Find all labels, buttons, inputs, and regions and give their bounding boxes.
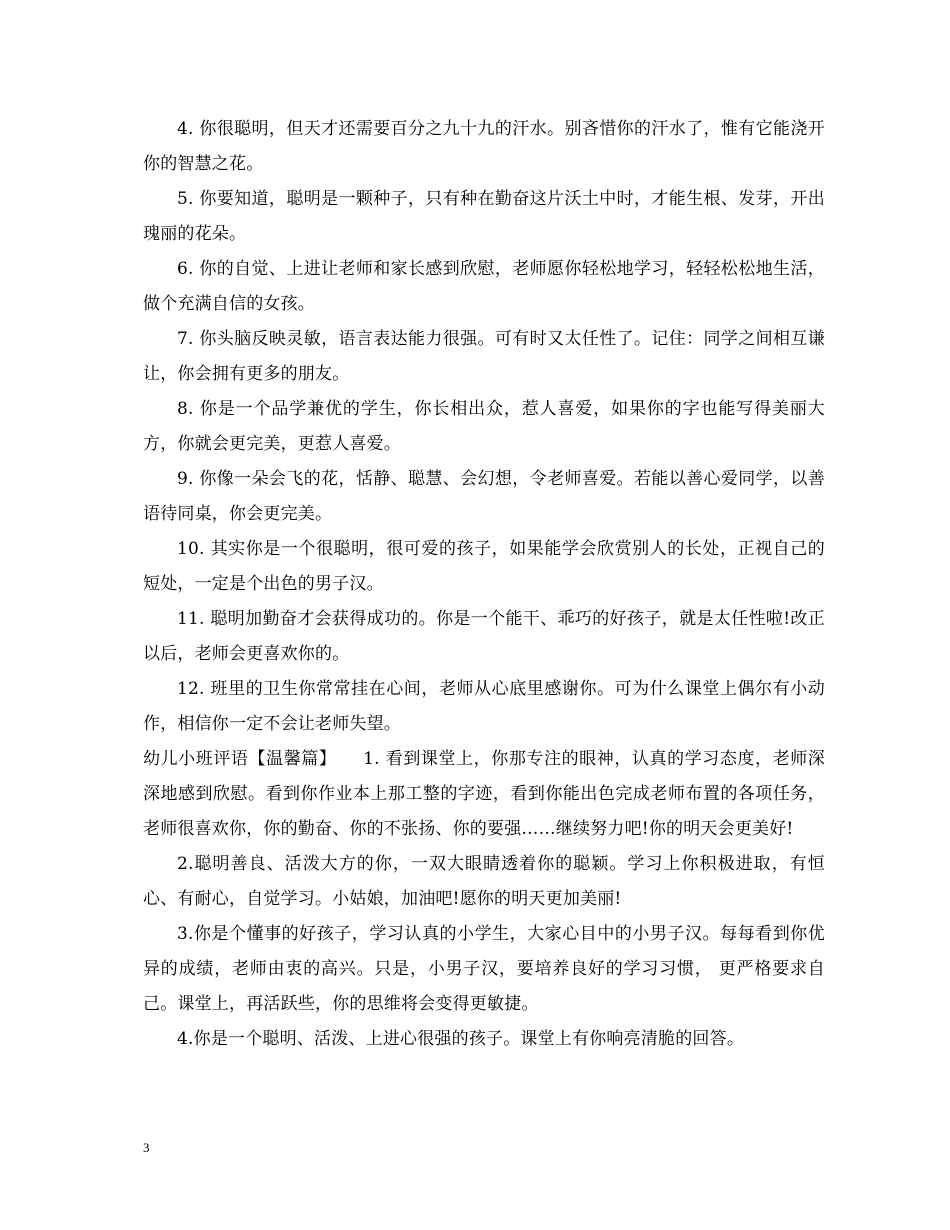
paragraph-warm-3: 3.你是个懂事的好孩子，学习认真的小学生，大家心目中的小男子汉。每每看到你优异的成绩，老师由衷的高兴。只是，小男子汉，要培养良好的学习习惯， 更严格要求自己。课堂上，再活跃些，你的思维将会变得更敏捷。 <box>143 924 825 1014</box>
paragraph-comment-10: 10. 其实你是一个很聪明，很可爱的孩子，如果能学会欣赏别人的长处，正视自己的短处，一定是个出色的男子汉。 <box>143 539 825 594</box>
paragraph-comment-5: 5. 你要知道，聪明是一颗种子，只有种在勤奋这片沃土中时，才能生根、发芽，开出瑰丽的花朵。 <box>143 189 825 244</box>
section-warm-comments: 幼儿小班评语【温馨篇】 1. 看到课堂上，你那专注的眼神，认真的学习态度，老师深深地感到欣慰。看到你作业本上那工整的字迹，看到你能出色完成老师布置的各项任务，老师很喜欢你，你的勤奋、你的不张扬、你的要强……继续努力吧!你的明天会更美好! <box>143 749 825 839</box>
document-body <box>143 112 825 1057</box>
paragraph-comment-6: 6. 你的自觉、上进让老师和家长感到欣慰，老师愿你轻松地学习，轻轻松松地生活，做个充满自信的女孩。 <box>143 259 825 314</box>
page-number: 3 <box>143 1140 150 1155</box>
paragraph-comment-12: 12. 班里的卫生你常常挂在心间，老师从心底里感谢你。可为什么课堂上偶尔有小动作，相信你一定不会让老师失望。 <box>143 679 825 734</box>
paragraph-comment-8: 8. 你是一个品学兼优的学生，你长相出众，惹人喜爱，如果你的字也能写得美丽大方，你就会更完美，更惹人喜爱。 <box>143 399 825 454</box>
paragraph-comment-4: 4. 你很聪明，但天才还需要百分之九十九的汗水。别吝惜你的汗水了，惟有它能浇开你的智慧之花。 <box>143 119 825 174</box>
paragraph-warm-2: 2.聪明善良、活泼大方的你，一双大眼睛透着你的聪颖。学习上你积极进取，有恒心、有耐心，自觉学习。小姑娘，加油吧!愿你的明天更加美丽! <box>143 854 825 909</box>
paragraph-comment-11: 11. 聪明加勤奋才会获得成功的。你是一个能干、乖巧的好孩子，就是太任性啦!改正以后，老师会更喜欢你的。 <box>143 609 825 664</box>
paragraph-comment-9: 9. 你像一朵会飞的花，恬静、聪慧、会幻想，令老师喜爱。若能以善心爱同学，以善语待同桌，你会更完美。 <box>143 469 825 524</box>
paragraph-warm-4: 4.你是一个聪明、活泼、上进心很强的孩子。课堂上有你响亮清脆的回答。 <box>177 1029 745 1049</box>
paragraph-comment-7: 7. 你头脑反映灵敏，语言表达能力很强。可有时又太任性了。记住：同学之间相互谦让，你会拥有更多的朋友。 <box>143 329 825 384</box>
